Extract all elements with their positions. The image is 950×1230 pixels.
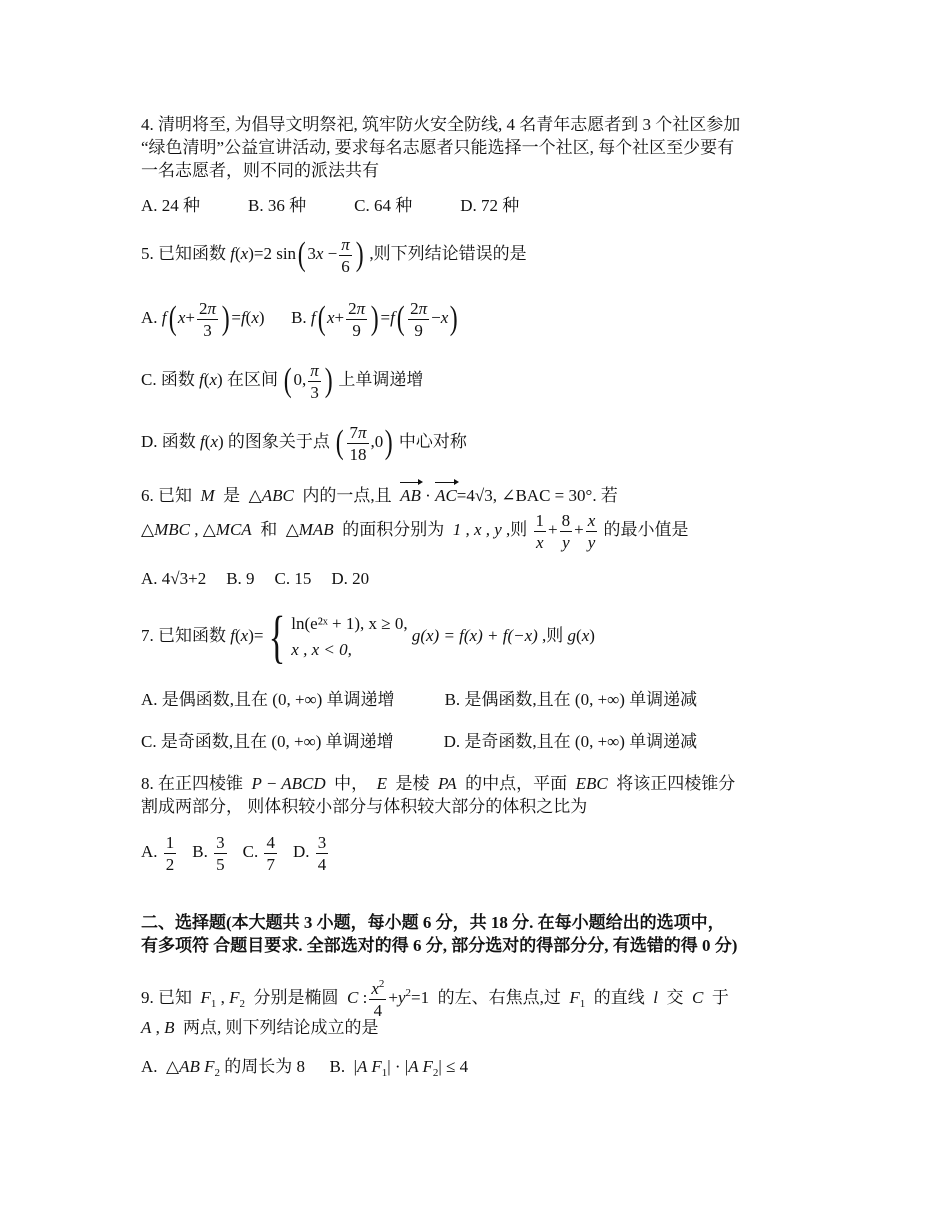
q6-options: A. 4√3+2 B. 9 C. 15 D. 20 <box>141 569 370 588</box>
q4-option-d: D. 72 种 <box>460 196 520 215</box>
q5-stem: 5. 已知函数 f(x)=2 sin(3x − $\frac{\pi}{6}$ ) ,则下列结论错误的是 <box>141 234 527 276</box>
q4-option-c: C. 64 种 <box>354 196 413 215</box>
q9-options-ab: A. △AB $F_2$ 的周长为 8 B. |A $F_1| \cdot |A$ $F_2| \le 4$ <box>141 1057 469 1079</box>
q6-line2: △MBC , △MCA 和 △MAB 的面积分别为 1 , x , y ,则 $\frac{1}{x}$ + $\frac{8}{y}$ + $\frac{x}{y}$ 的最小值是 <box>141 510 689 552</box>
q8-line2: 割成两部分， 则体积较小部分与体积较大部分的体积之比为 <box>141 797 588 816</box>
q4-line3: 一名志愿者，则不同的派法共有 <box>141 161 379 180</box>
q9-line1: 9. 已知 $F_1$ , $F_2$ 分别是椭圆 C : $\frac{x^2}{4}$ $+y^2=1$ 的左、右焦点,过 $F_1$ 的直线 l 交 C 于 <box>141 978 729 1021</box>
section2-heading-line1: 二、选择题(本大题共 3 小题，每小题 6 分，共 18 分. 在每小题给出的选项中， <box>141 913 725 932</box>
section2-heading-line2: 有多项符 合题目要求. 全部选对的得 6 分, 部分选对的得部分分, 有选错的得 0 分) <box>141 936 738 955</box>
q8-line1: 8. 在正四棱锥 P − ABCD 中， E 是棱 PA 的中点，平面 EBC 将该正四棱锥分 <box>141 774 736 793</box>
q9-line2: A , B 两点, 则下列结论成立的是 <box>141 1018 379 1037</box>
q4-line1: 4. 清明将至, 为倡导文明祭祀, 筑牢防火安全防线, 4 名青年志愿者到 3 个社区参加 <box>141 115 741 134</box>
q4-option-b: B. 36 种 <box>248 196 307 215</box>
q7-options-cd: C. 是奇函数,且在 (0, +∞) 单调递增 D. 是奇函数,且在 (0, +∞) 单调递减 <box>141 732 698 751</box>
q6-line1: 6. 已知 M 是 △ABC 内的一点,且 AB · AC=4√3, ∠BAC = 30°. 若 <box>141 486 618 505</box>
q5-option-c: C. 函数 f(x) 在区间 (0, $\frac{\pi}{3}$ ) 上单调递增 <box>141 360 424 402</box>
q4-line2: “绿色清明”公益宣讲活动, 要求每名志愿者只能选择一个社区, 每个社区至少要有 <box>141 138 735 157</box>
q5-option-d: D. 函数 f(x) 的图象关于点 ( $\frac{7\pi}{18}$ ,0) 中心对称 <box>141 422 467 464</box>
q4-option-a: A. 24 种 <box>141 196 201 215</box>
q5-options-ab: A. f(x+ $\frac{2\pi}{3}$ )=f(x) B. f(x+ $\frac{2\pi}{9}$ )=f( $\frac{2\pi}{9}$ −x) <box>141 298 458 340</box>
q7-options-ab: A. 是偶函数,且在 (0, +∞) 单调递增 B. 是偶函数,且在 (0, +∞) 单调递减 <box>141 690 698 709</box>
q4-options <box>141 195 519 217</box>
q7-stem: 7. 已知函数 f(x)={ ln(e²ˣ + 1), x ≥ 0, x , x < 0, g(x) = f(x) + f(−x) ,则 g(x) <box>141 604 595 670</box>
q8-options: A. $\frac{1}{2}$ B. $\frac{3}{5}$ C. $\frac{4}{7}$ D. $\frac{3}{4}$ <box>141 832 327 874</box>
